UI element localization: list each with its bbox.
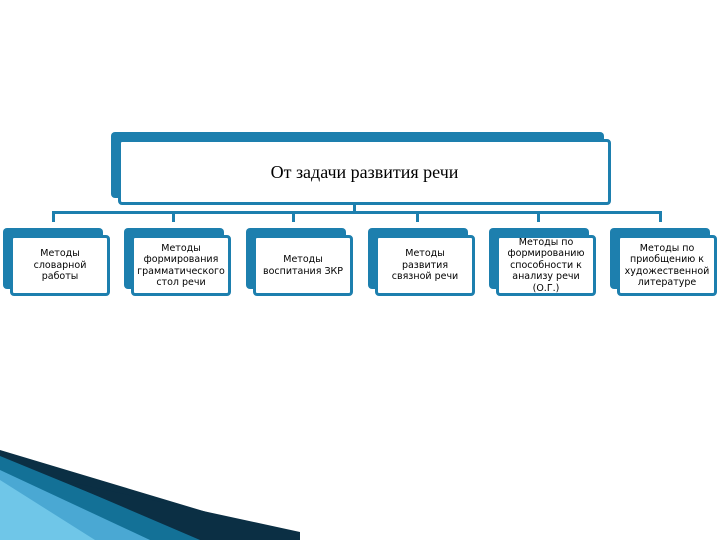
root-node-label: От задачи развития речи	[270, 161, 459, 182]
child-node-label: Методы воспитания ЗКР	[262, 254, 344, 277]
child-node-label: Методы по формированию способности к анализу речи (О.Г.)	[507, 237, 585, 294]
child-node-label: Методы развития связной речи	[391, 248, 459, 283]
child-node-label: Методы по приобщению к художественной литературе	[624, 242, 710, 288]
child-node-label: Методы словарной работы	[33, 248, 87, 283]
child-node-label: Методы формирования грамматического стол речи	[137, 242, 225, 288]
